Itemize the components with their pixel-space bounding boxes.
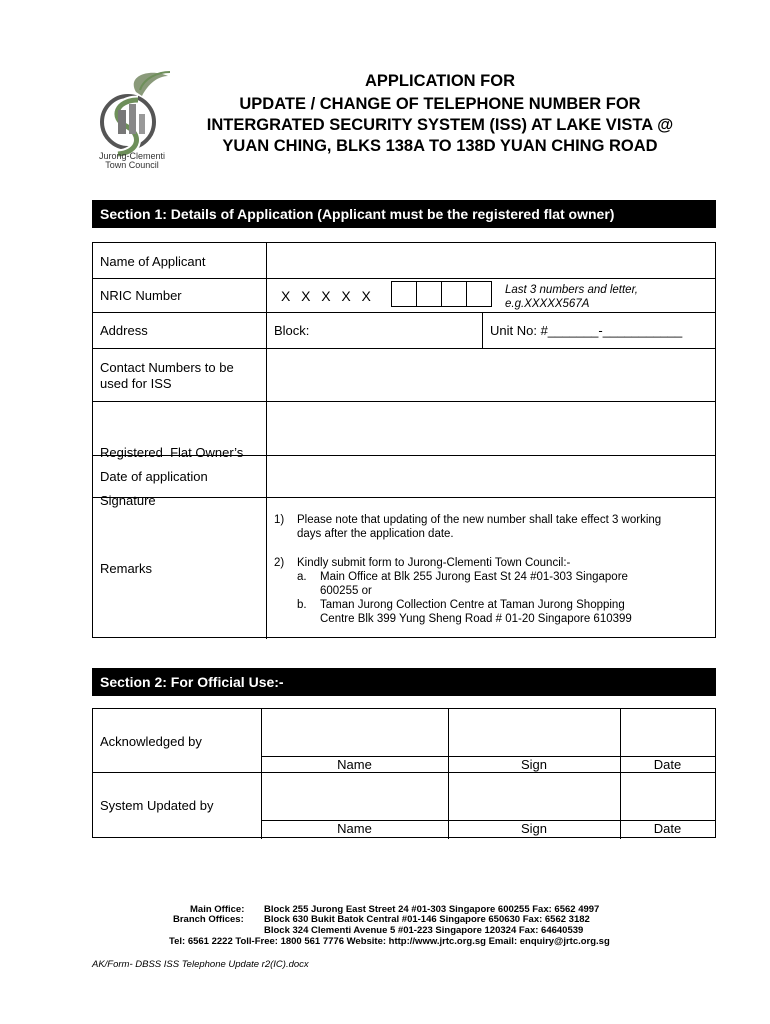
nric-mask: X X X X X [281,288,372,304]
application-details-table [92,242,716,638]
remark-2a-text: Main Office at Blk 255 Jurong East St 24 #01-303 Singapore 600255 or [320,571,628,597]
logo-text: Jurong-Clementi Town Council [98,151,166,170]
remark-2a-letter: a. [297,571,307,583]
remark-2-text: Kindly submit form to Jurong-Clementi Town Council:- [297,557,571,569]
block-field-label: Block: [274,323,310,338]
section2-header: Section 2: For Official Use:- [92,668,716,696]
nric-hint: Last 3 numbers and letter, e.g.XXXXX567A [505,284,638,310]
remark-1-number: 1) [274,514,285,526]
title-line-1: APPLICATION FOR [364,72,516,90]
title-line-4: YUAN CHING, BLKS 138A TO 138D YUAN CHING ROAD [222,137,658,155]
document-reference: AK/Form- DBSS ISS Telephone Update r2(IC).docx [92,959,309,970]
official-use-table [92,708,716,838]
date-label: Date of application [100,469,208,484]
sys-date-caption: Date [653,821,682,836]
remark-2b-text: Taman Jurong Collection Centre at Taman Jurong Shopping Centre Blk 399 Yung Sheng Road # 01-20 Singapore 610399 [320,599,632,625]
footer-branch-label: Branch Offices: [173,914,244,925]
remark-2-number: 2) [274,557,285,569]
remark-1-text: Please note that updating of the new number shall take effect 3 working days after the application date. [297,514,662,540]
footer-branch-value-2: Block 324 Clementi Avenue 5 #01-223 Singapore 120324 Fax: 64640539 [264,925,584,936]
name-field[interactable] [267,243,715,278]
unit-field-label: Unit No: #_______-___________ [490,323,683,338]
sys-name-caption: Name [337,821,372,836]
sys-sign-caption: Sign [520,821,548,836]
date-field[interactable] [267,456,715,497]
ack-date-caption: Date [653,757,682,772]
nric-digit-box-2[interactable] [416,281,442,307]
section1-header: Section 1: Details of Application (Applicant must be the registered flat owner) [92,200,716,228]
footer-main-value: Block 255 Jurong East Street 24 #01-303 Singapore 600255 Fax: 6562 4997 [264,904,600,915]
nric-label: NRIC Number [100,288,182,303]
ack-name-caption: Name [337,757,372,772]
title-line-3: INTERGRATED SECURITY SYSTEM (ISS) AT LAKE VISTA @ [206,116,674,134]
remarks-label: Remarks [100,561,153,576]
signature-label: Registered Flat Owner’s Signature [100,445,244,508]
acknowledged-by-label: Acknowledged by [100,734,202,749]
nric-letter-box[interactable] [466,281,492,307]
address-label: Address [100,323,148,338]
signature-field[interactable] [267,402,715,455]
contact-field[interactable] [267,349,715,401]
footer-contact-line: Tel: 6561 2222 Toll-Free: 1800 561 7776 Website: http://www.jrtc.org.sg Email: enquiry@jrtc.org.sg [169,936,610,947]
name-label: Name of Applicant [100,254,206,269]
remark-2b-letter: b. [297,599,307,611]
footer-branch-value-1: Block 630 Bukit Batok Central #01-146 Singapore 650630 Fax: 6562 3182 [264,914,590,925]
title-line-2: UPDATE / CHANGE OF TELEPHONE NUMBER FOR [239,95,641,113]
system-updated-by-label: System Updated by [100,798,214,813]
footer-main-label: Main Office: [190,904,245,915]
ack-sign-caption: Sign [520,757,548,772]
nric-digit-box-3[interactable] [441,281,467,307]
nric-digit-box-1[interactable] [391,281,417,307]
contact-label: Contact Numbers to be used for ISS [100,360,234,391]
